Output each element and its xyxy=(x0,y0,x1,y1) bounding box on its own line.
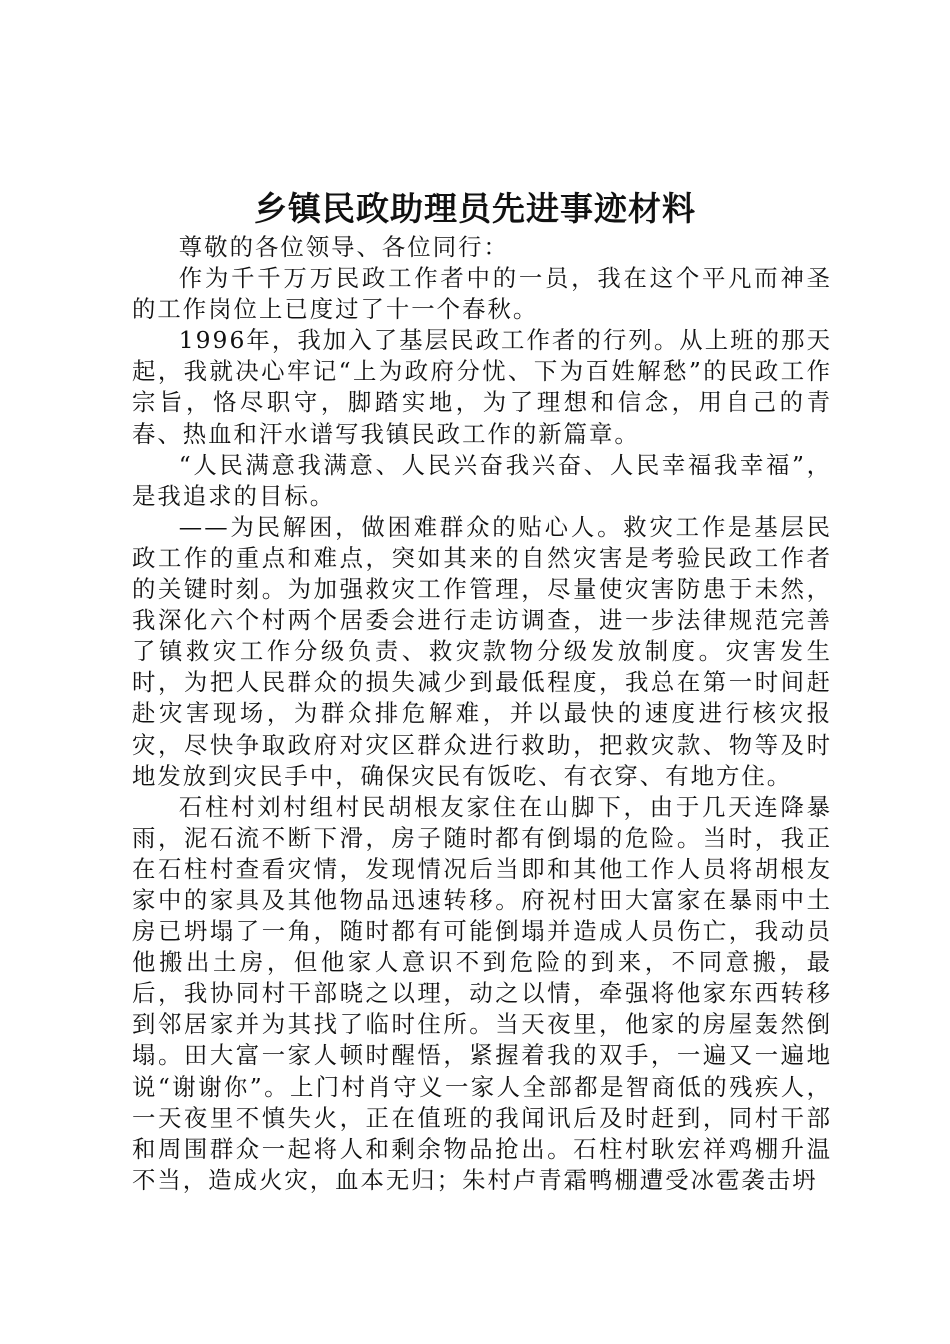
document-body xyxy=(132,232,832,1196)
body-paragraph: “人民满意我满意、人民兴奋我兴奋、人民幸福我幸福”，是我追求的目标。 xyxy=(132,450,832,510)
salutation-paragraph: 尊敬的各位领导、各位同行： xyxy=(178,233,509,261)
document-title: 乡镇民政助理员先进事迹材料 xyxy=(254,189,696,228)
body-paragraph: 石柱村刘村组村民胡根友家住在山脚下，由于几天连降暴雨，泥石流不断下滑，房子随时都有倒塌的危险。当时，我正在石柱村查看灾情，发现情况后当即和其他工作人员将胡根友家中的家具及其他物品迅速转移。府祝村田大富家在暴雨中土房已坍塌了一角，随时都有可能倒塌并造成人员伤亡，我动员他搬出土房，但他家人意识不到危险的到来，不同意搬，最后，我协同村干部晓之以理，动之以情，牵强将他家东西转移到邻居家并为其找了临时住所。当天夜里，他家的房屋轰然倒塌。田大富一家人顿时醒悟，紧握着我的双手，一遍又一遍地说“谢谢你”。上门村肖守义一家人全部都是智商低的残疾人，一天夜里不慎失火，正在值班的我闻讯后及时赶到，同村干部和周围群众一起将人和剩余物品抢出。石柱村耿宏祥鸡棚升温不当，造成火灾，血本无归；朱村卢青霜鸭棚遭受冰雹袭击坍 xyxy=(132,792,832,1194)
body-paragraph: ——为民解困，做困难群众的贴心人。救灾工作是基层民政工作的重点和难点，突如其来的自然灾害是考验民政工作者的关键时刻。为加强救灾工作管理，尽量使灾害防患于未然，我深化六个村两个居委会进行走访调查，进一步法律规范完善了镇救灾工作分级负责、救灾款物分级发放制度。灾害发生时，为把人民群众的损失减少到最低程度，我总在第一时间赶赴灾害现场，为群众排危解难，并以最快的速度进行核灾报灾，尽快争取政府对灾区群众进行救助，把救灾款、物等及时地发放到灾民手中，确保灾民有饭吃、有衣穿、有地方住。 xyxy=(132,512,832,790)
body-paragraph: 作为千千万万民政工作者中的一员，我在这个平凡而神圣的工作岗位上已度过了十一个春秋。 xyxy=(132,264,832,324)
body-paragraph: 1996年，我加入了基层民政工作者的行列。从上班的那天起，我就决心牢记“上为政府分忧、下为百姓解愁”的民政工作宗旨，恪尽职守，脚踏实地，为了理想和信念，用自己的青春、热血和汗水谱写我镇民政工作的新篇章。 xyxy=(132,326,832,448)
